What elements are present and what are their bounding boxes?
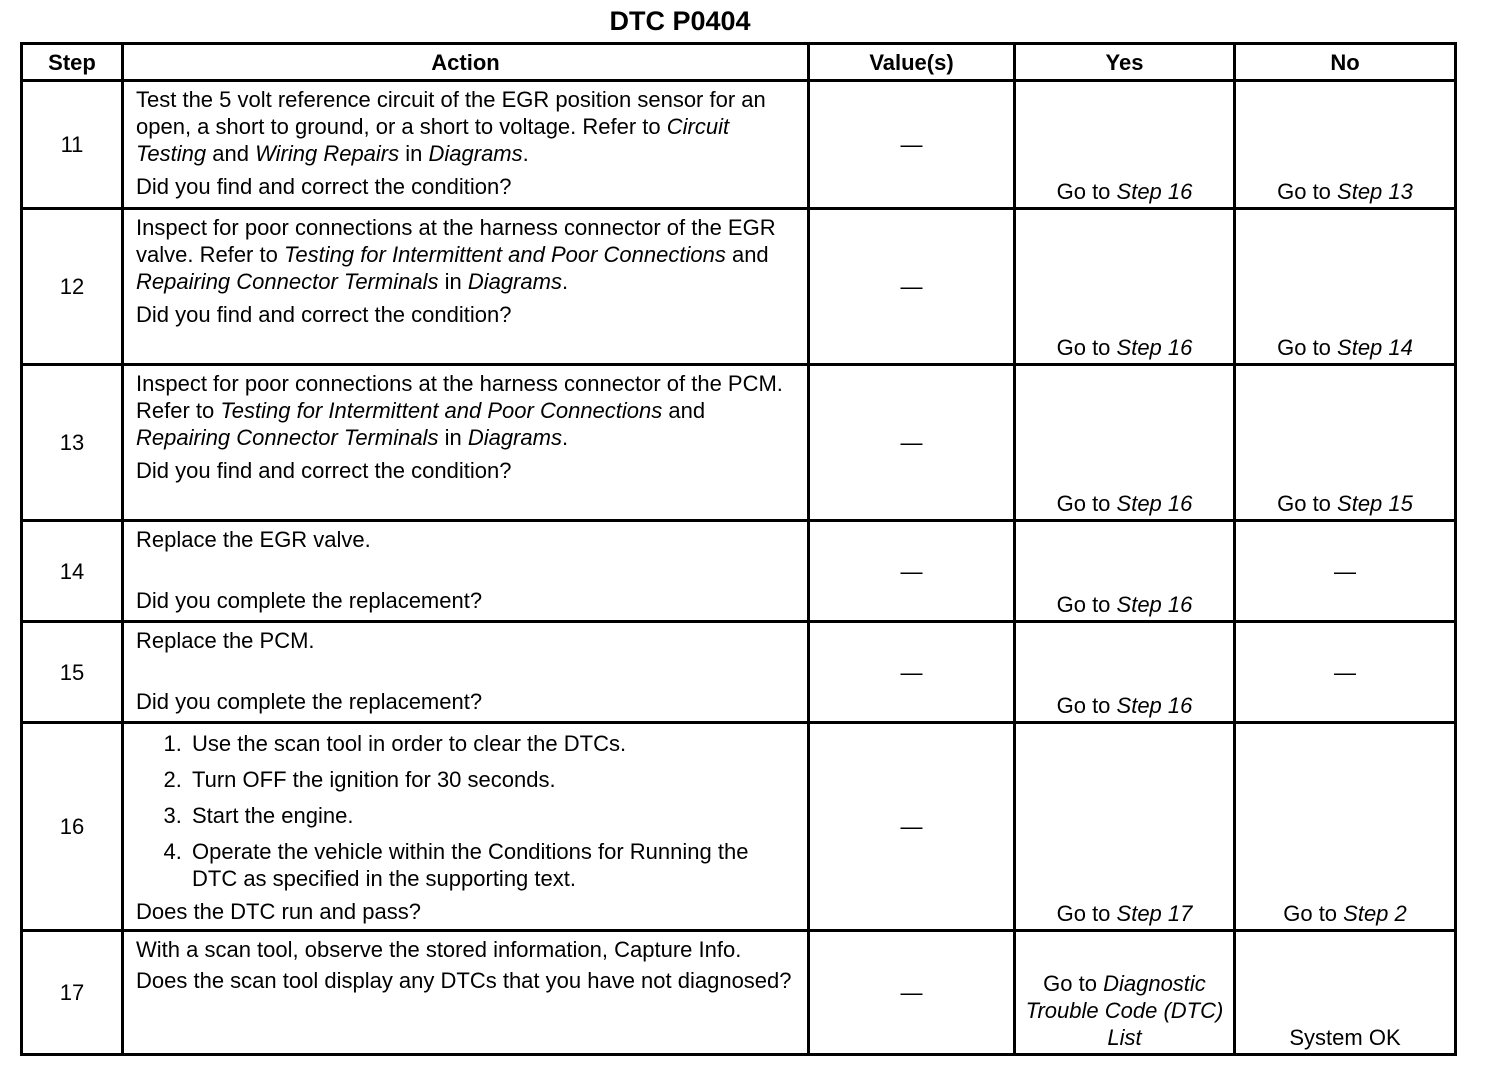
no-cell: — [1235, 622, 1456, 723]
yes-cell: Go to Diagnostic Trouble Code (DTC) List [1015, 931, 1235, 1055]
list-item: 4. Operate the vehicle within the Conditions for Running the DTC as specified in the supporting text. [188, 838, 799, 892]
list-item: 3. Start the engine. [188, 802, 799, 829]
action-cell [123, 81, 809, 209]
step-number: 11 [22, 81, 123, 209]
header-row [22, 44, 1456, 81]
no-cell: Go to Step 14 [1235, 209, 1456, 365]
action-cell [123, 723, 809, 931]
value-cell: — [809, 723, 1015, 931]
table-row [22, 365, 1456, 521]
yes-cell: Go to Step 16 [1015, 81, 1235, 209]
table-row [22, 723, 1456, 931]
value-cell: — [809, 931, 1015, 1055]
table-row [22, 81, 1456, 209]
yes-cell: Go to Step 16 [1015, 622, 1235, 723]
page-title: DTC P0404 [609, 6, 751, 36]
action-cell [123, 365, 809, 521]
action-cell [123, 931, 809, 1055]
no-cell: Go to Step 13 [1235, 81, 1456, 209]
action-text: Test the 5 volt reference circuit of the EGR position sensor for an open, a short to ground, or a short to voltage. Refer to Circuit Testing and Wiring Repairs in Diagrams. [136, 87, 766, 166]
list-item: 1. Use the scan tool in order to clear the DTCs. [188, 730, 799, 757]
action-question: Did you find and correct the condition? [136, 302, 512, 327]
header-action: Action [123, 44, 809, 81]
table-row [22, 209, 1456, 365]
action-text: Replace the EGR valve. [136, 527, 371, 552]
list-item: 2. Turn OFF the ignition for 30 seconds. [188, 766, 799, 793]
action-text: Inspect for poor connections at the harness connector of the PCM. Refer to Testing for Intermittent and Poor Connections and Repairing Connector Terminals in Diagrams. [136, 371, 783, 450]
value-cell: — [809, 209, 1015, 365]
table-row [22, 931, 1456, 1055]
value-cell: — [809, 81, 1015, 209]
action-question: Does the DTC run and pass? [136, 899, 421, 924]
step-number: 12 [22, 209, 123, 365]
step-number: 14 [22, 521, 123, 622]
action-question: Did you find and correct the condition? [136, 174, 512, 199]
value-cell: — [809, 365, 1015, 521]
action-cell [123, 521, 809, 622]
yes-cell: Go to Step 16 [1015, 521, 1235, 622]
dtc-table [20, 42, 1457, 1056]
action-question: Does the scan tool display any DTCs that you have not diagnosed? [136, 968, 792, 993]
value-cell: — [809, 521, 1015, 622]
yes-cell: Go to Step 16 [1015, 365, 1235, 521]
step-number: 17 [22, 931, 123, 1055]
no-cell: Go to Step 15 [1235, 365, 1456, 521]
action-text: With a scan tool, observe the stored information, Capture Info. [136, 937, 742, 962]
step-number: 13 [22, 365, 123, 521]
action-cell [123, 209, 809, 365]
yes-cell: Go to Step 17 [1015, 723, 1235, 931]
step-number: 15 [22, 622, 123, 723]
action-text: Replace the PCM. [136, 628, 315, 653]
action-cell [123, 622, 809, 723]
action-question: Did you find and correct the condition? [136, 458, 512, 483]
action-question: Did you complete the replacement? [136, 588, 483, 613]
no-cell: — [1235, 521, 1456, 622]
yes-cell: Go to Step 16 [1015, 209, 1235, 365]
value-cell: — [809, 622, 1015, 723]
action-question: Did you complete the replacement? [136, 689, 483, 714]
header-no: No [1235, 44, 1456, 81]
table-row [22, 622, 1456, 723]
header-values: Value(s) [809, 44, 1015, 81]
header-step: Step [22, 44, 123, 81]
header-yes: Yes [1015, 44, 1235, 81]
no-cell: System OK [1235, 931, 1456, 1055]
step-number: 16 [22, 723, 123, 931]
table-row [22, 521, 1456, 622]
no-cell: Go to Step 2 [1235, 723, 1456, 931]
action-text: Inspect for poor connections at the harness connector of the EGR valve. Refer to Testing for Intermittent and Poor Connections and Repairing Connector Terminals in Diagrams. [136, 215, 776, 294]
action-steps-list [136, 730, 799, 892]
